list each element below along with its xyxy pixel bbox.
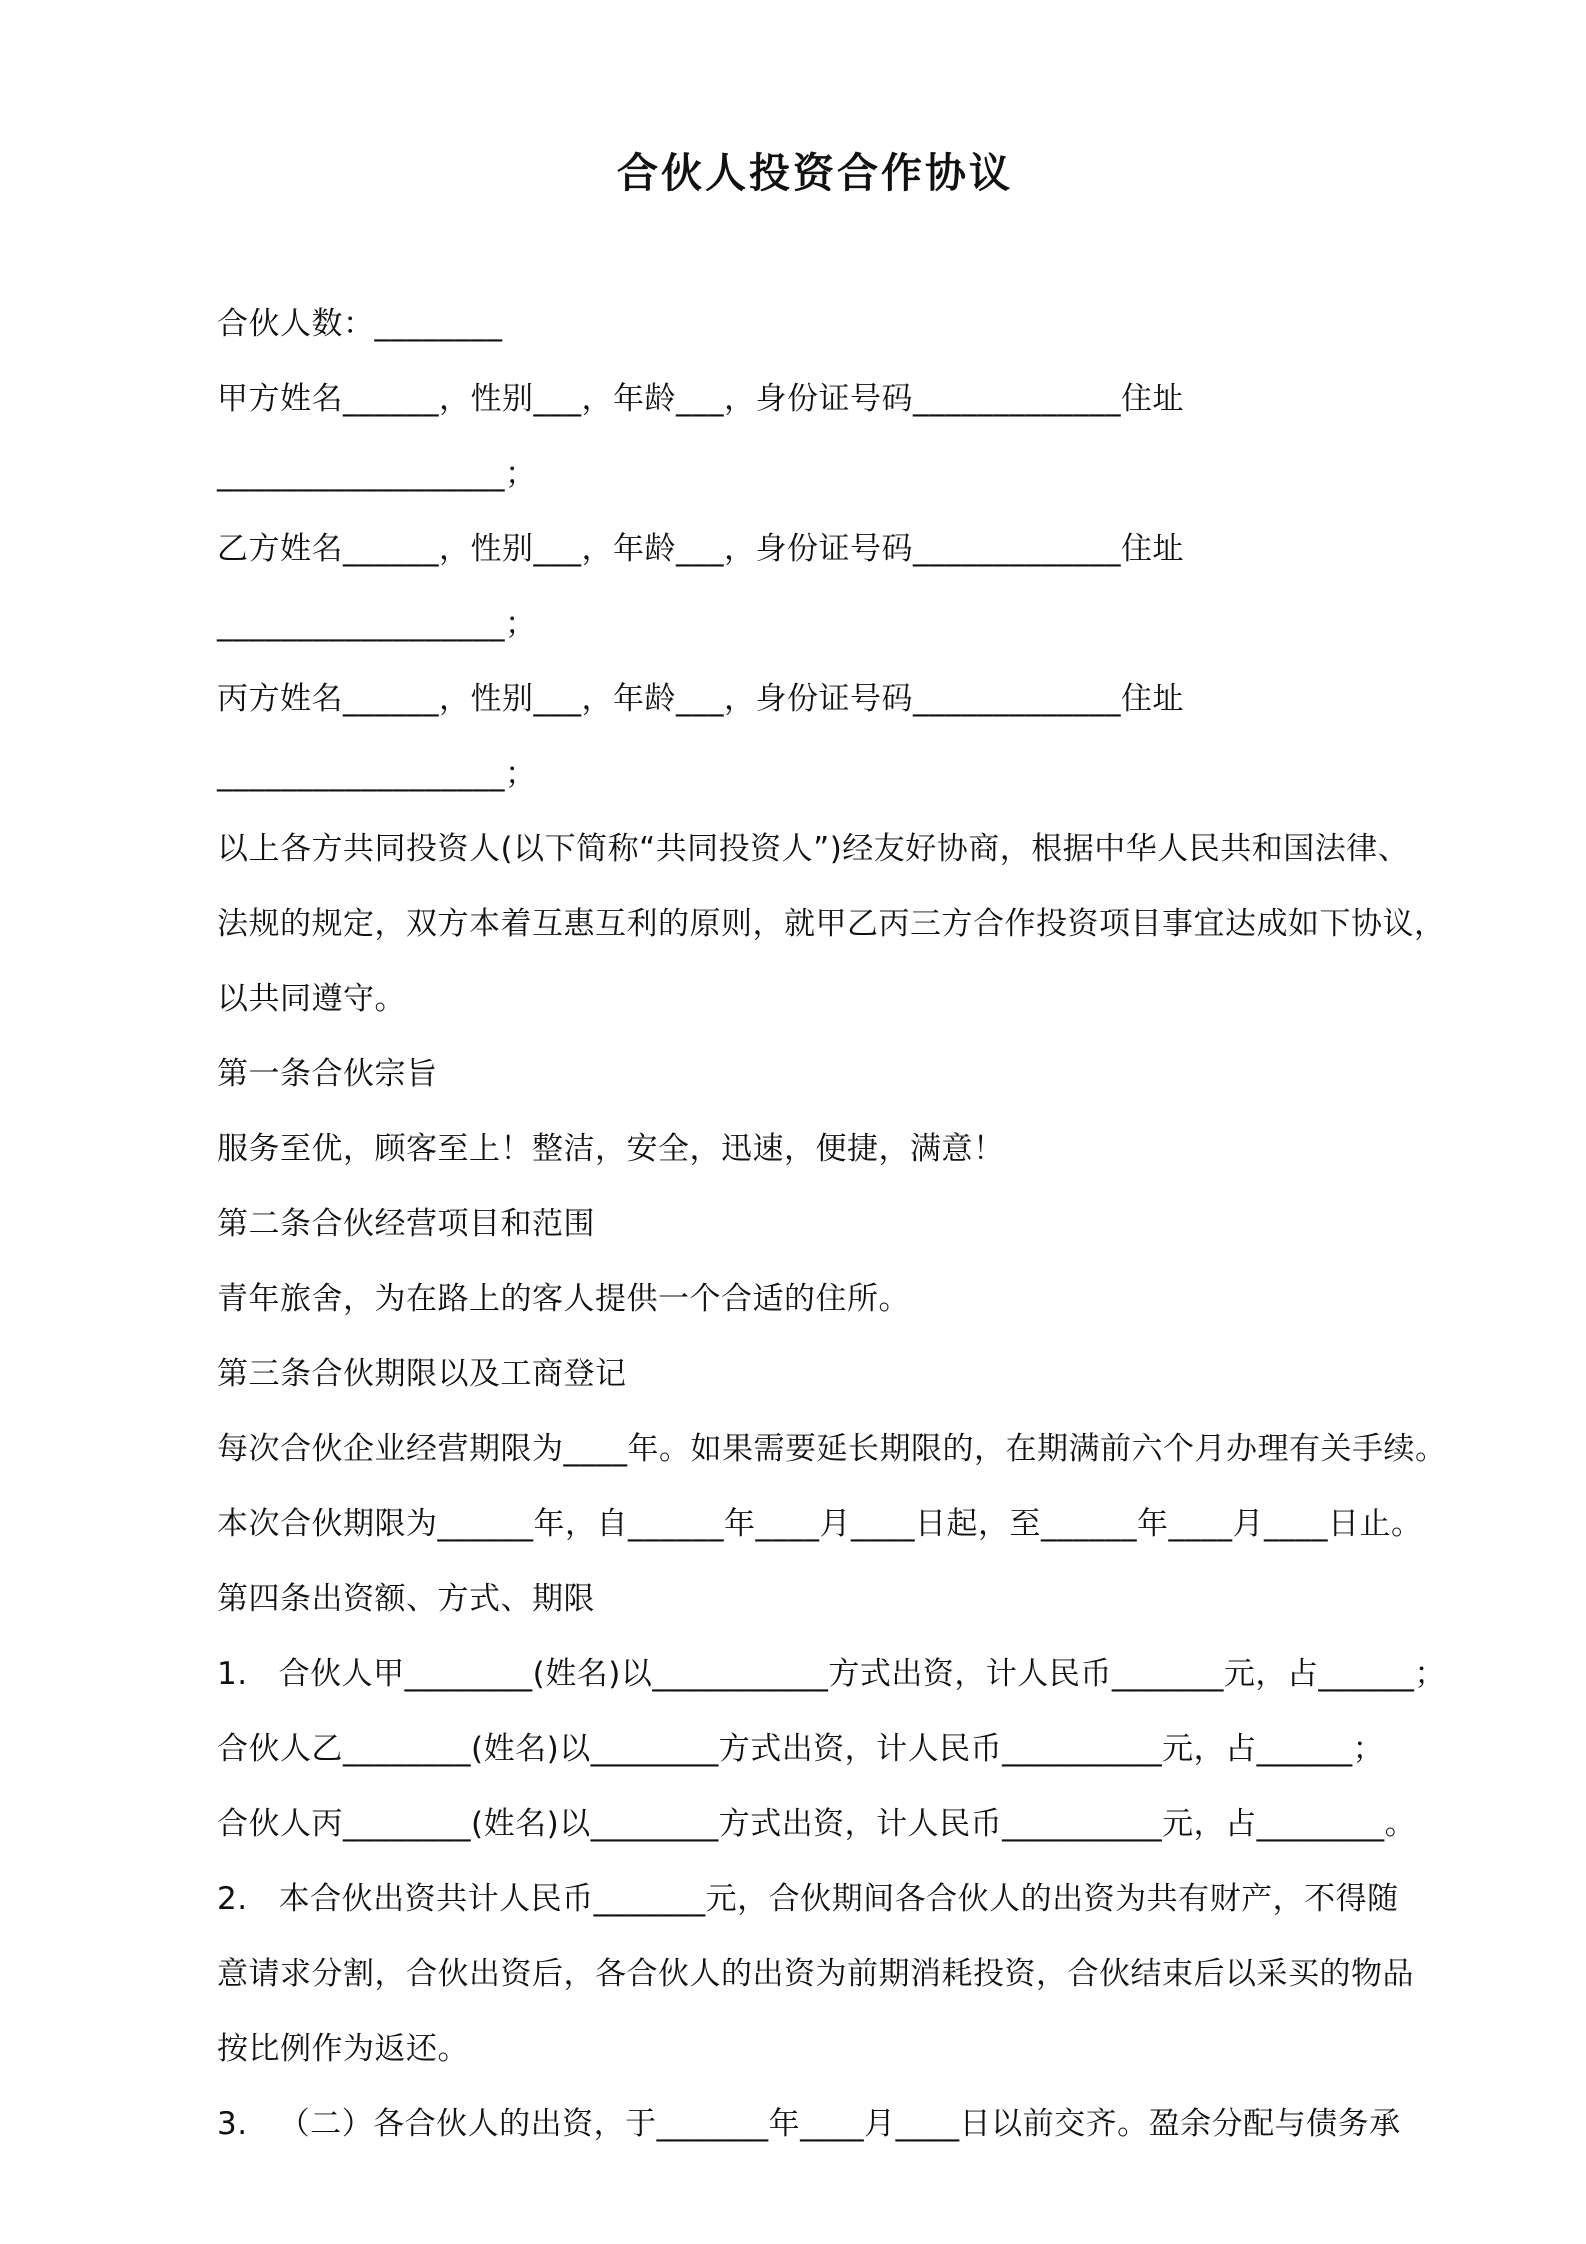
party-a-address-line: __________________；	[217, 456, 537, 492]
document-title: 合伙人投资合作协议	[617, 149, 1013, 197]
article-body-line: 1. 合伙人甲________(姓名)以___________方式出资，计人民币_______元，占______；	[217, 1656, 1446, 1692]
preamble-line: 以上各方共同投资人(以下简称“共同投资人”)经友好协商，根据中华人民共和国法律、	[217, 831, 1410, 867]
party-c-info-line: 丙方姓名______，性别___，年龄___，身份证号码_____________住址	[217, 681, 1184, 717]
article-heading: 第二条合伙经营项目和范围	[217, 1206, 595, 1242]
article-body-line: 合伙人乙________(姓名)以________方式出资，计人民币__________元，占______；	[217, 1731, 1385, 1767]
preamble-line: 以共同遵守。	[217, 981, 406, 1017]
article-body-line: 青年旅舍，为在路上的客人提供一个合适的住所。	[217, 1281, 910, 1317]
preamble-line: 法规的规定，双方本着互惠互利的原则，就甲乙丙三方合作投资项目事宜达成如下协议，	[217, 906, 1446, 942]
party-a-info-line: 甲方姓名______，性别___，年龄___，身份证号码_____________住址	[217, 381, 1184, 417]
article-body-line: 按比例作为返还。	[217, 2031, 469, 2067]
article-heading: 第三条合伙期限以及工商登记	[217, 1356, 627, 1392]
party-c-address-line: __________________；	[217, 756, 537, 792]
article-body-line: 每次合伙企业经营期限为____年。如果需要延长期限的，在期满前六个月办理有关手续。	[217, 1431, 1447, 1467]
article-heading: 第一条合伙宗旨	[217, 1056, 438, 1092]
article-heading: 第四条出资额、方式、期限	[217, 1581, 595, 1617]
party-b-info-line: 乙方姓名______，性别___，年龄___，身份证号码_____________住址	[217, 531, 1184, 567]
article-body-line: 意请求分割，合伙出资后，各合伙人的出资为前期消耗投资，合伙结束后以采买的物品	[217, 1956, 1414, 1992]
article-body-line: 合伙人丙________(姓名)以________方式出资，计人民币__________元，占________。	[217, 1806, 1417, 1842]
article-body-line: 本次合伙期限为______年，自______年____月____日起，至______年____月____日止。	[217, 1506, 1423, 1542]
article-body-line: 服务至优，顾客至上！整洁，安全，迅速，便捷，满意！	[217, 1131, 1005, 1167]
article-body-line: 2. 本合伙出资共计人民币_______元，合伙期间各合伙人的出资为共有财产，不得随	[217, 1881, 1399, 1917]
article-body-line: 3. （二）各合伙人的出资，于_______年____月____日以前交齐。盈余分配与债务承	[217, 2106, 1401, 2142]
partner-count-line: 合伙人数：________	[217, 306, 503, 342]
party-b-address-line: __________________；	[217, 606, 537, 642]
